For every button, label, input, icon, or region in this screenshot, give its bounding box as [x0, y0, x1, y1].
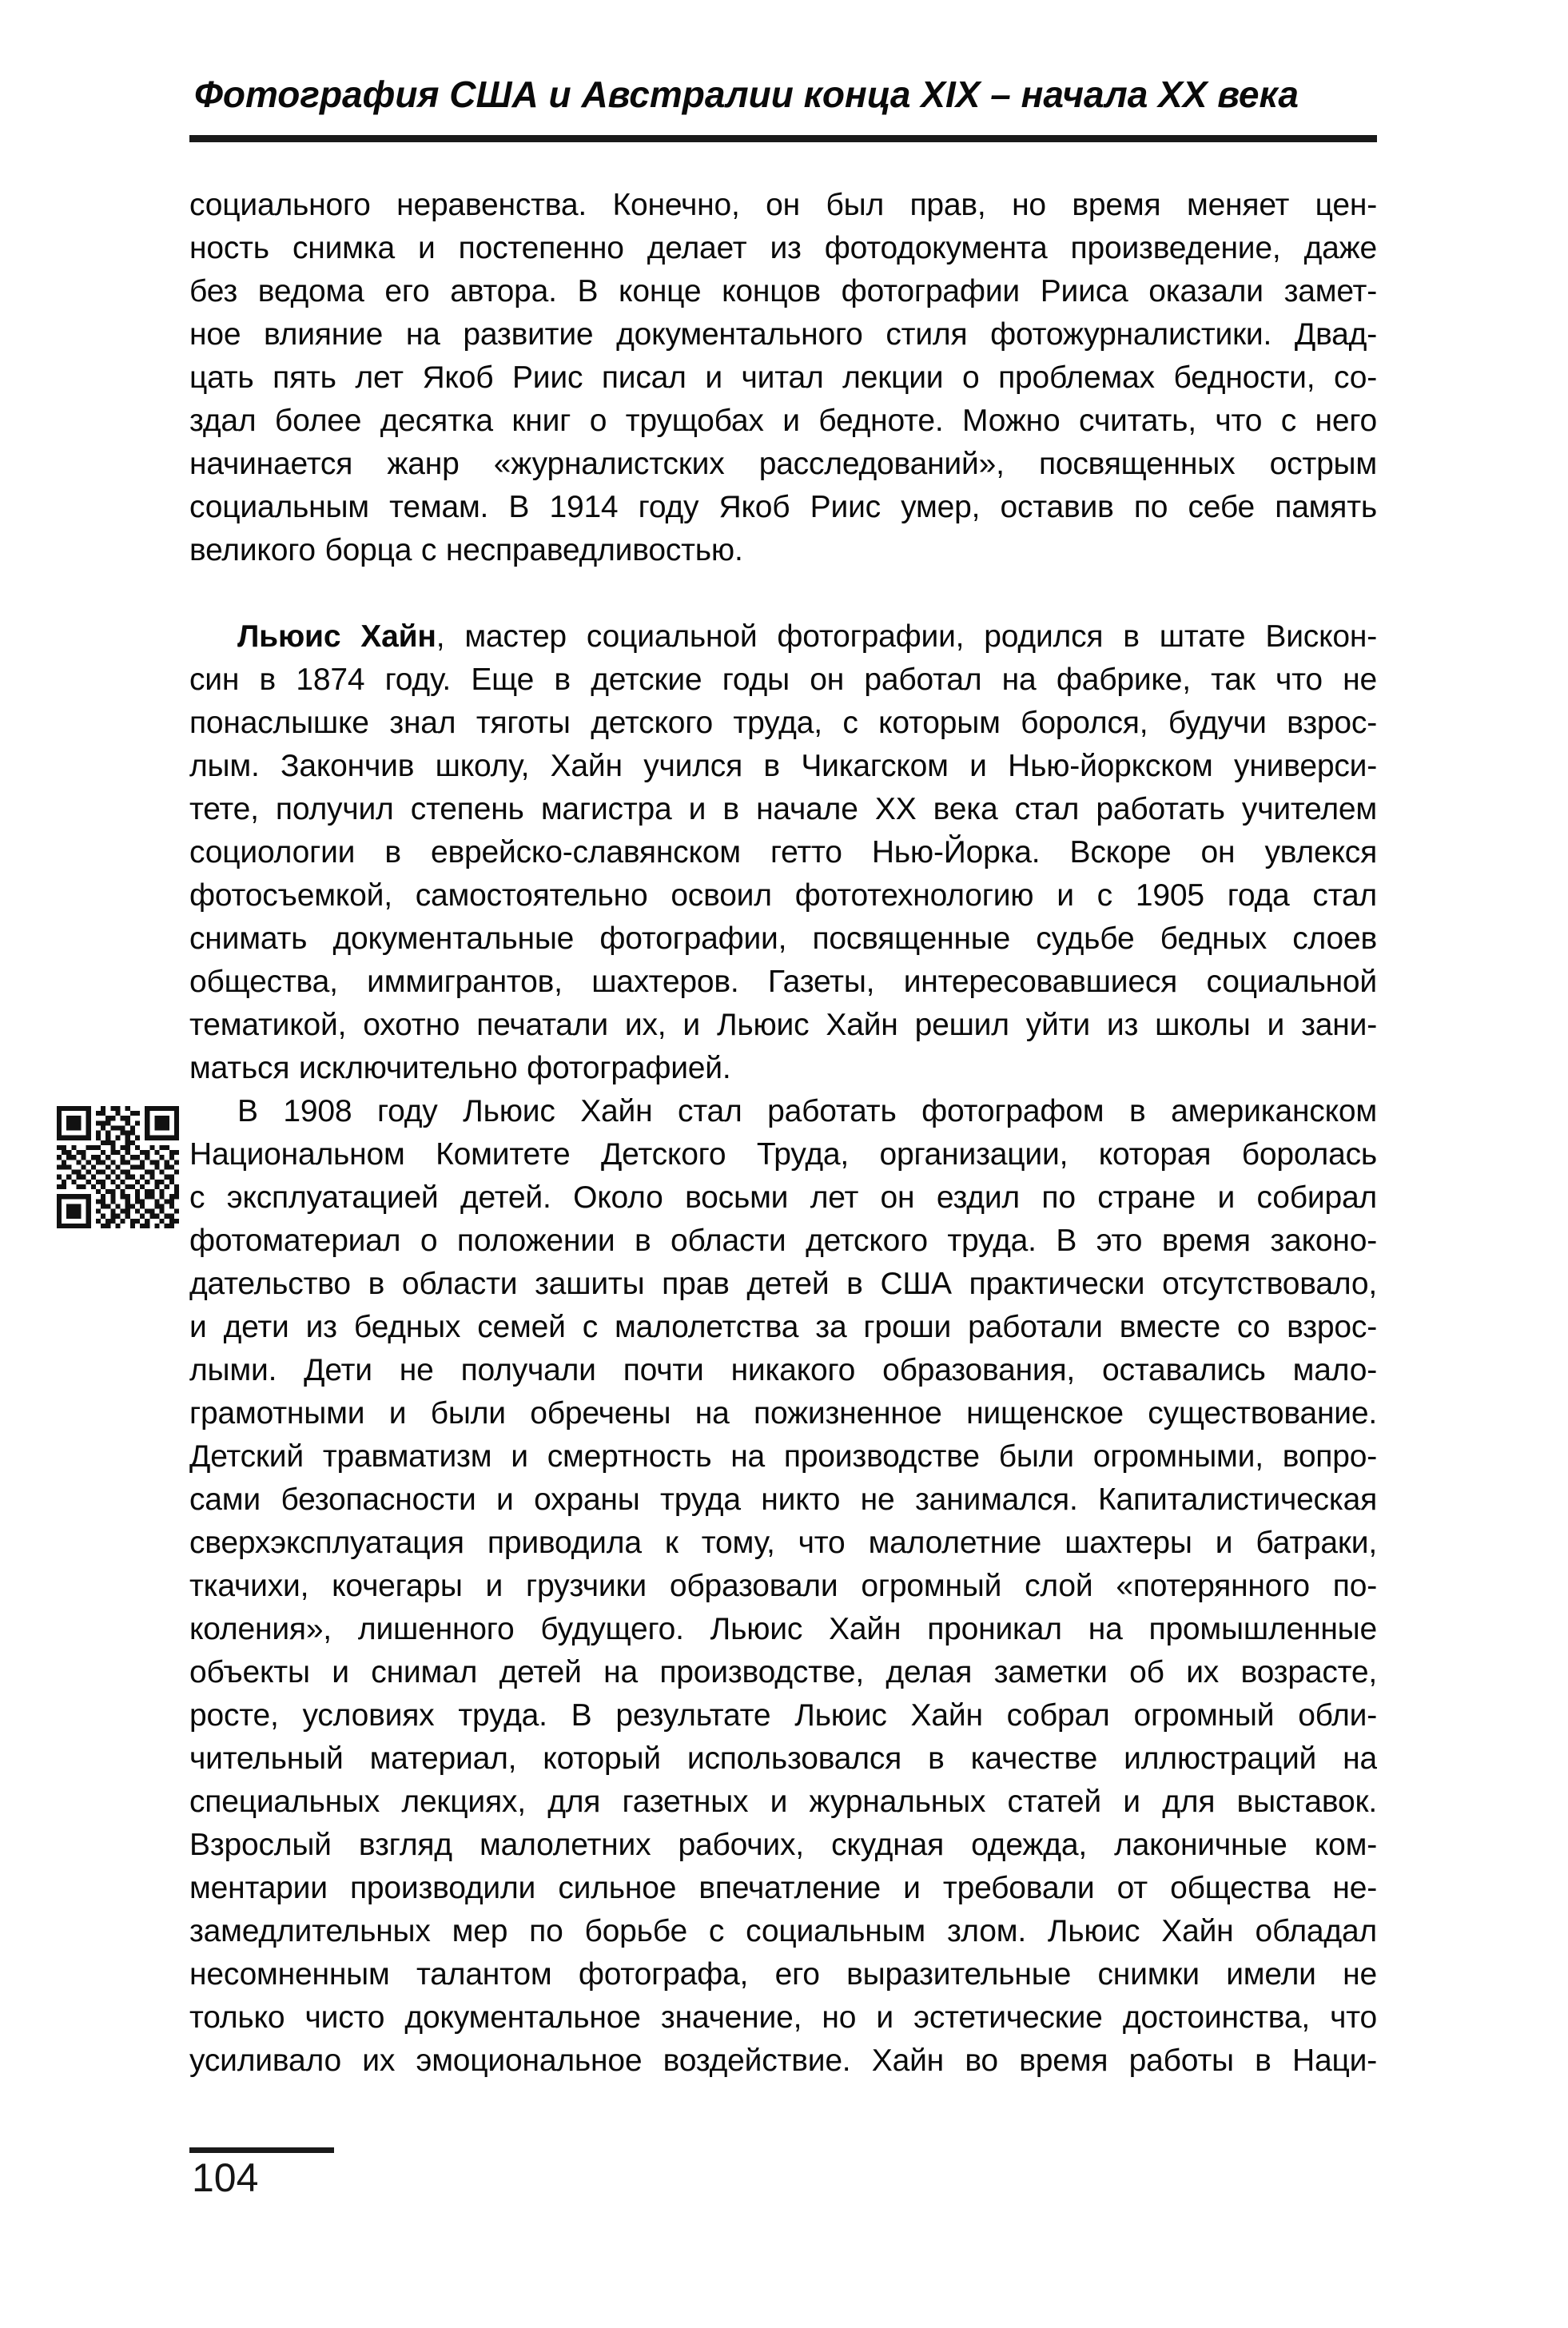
text-line: фотоматериал о положении в области детского труда. В это время законо-: [189, 1224, 1377, 1258]
text-line: сами безопасности и охраны труда никто не занимался. Капиталистическая: [189, 1482, 1377, 1517]
paragraph: [189, 184, 1377, 572]
text-line: В 1908 году Льюис Хайн стал работать фотографом в американском: [237, 1094, 1377, 1128]
text-line: лыми. Дети не получали почти никакого образования, оставались мало-: [189, 1353, 1377, 1387]
qr-code: [57, 1106, 179, 1228]
text-line: Льюис Хайн, мастер социальной фотографии, родился в штате Вискон-: [237, 619, 1377, 654]
text-line: цать пять лет Якоб Риис писал и читал лекции о проблемах бедности, со-: [189, 360, 1377, 395]
text-line: без ведома его автора. В конце концов фотографии Рииса оказали замет-: [189, 274, 1377, 308]
text-line: понаслышке знал тяготы детского труда, с которым боролся, будучи взрос-: [189, 706, 1377, 740]
text-line: несомненным талантом фотографа, его выразительные снимки имели не: [189, 1957, 1377, 1992]
header-rule: [189, 135, 1377, 142]
text-line: росте, условиях труда. В результате Льюис Хайн собрал огромный обли-: [189, 1698, 1377, 1733]
text-line: Национальном Комитете Детского Труда, организации, которая боролась: [189, 1137, 1377, 1172]
paragraph: [189, 1090, 1377, 2083]
text-line: специальных лекциях, для газетных и журнальных статей и для выставок.: [189, 1785, 1377, 1819]
text-line: ткачихи, кочегары и грузчики образовали огромный слой «потерянного по-: [189, 1569, 1377, 1603]
text-line: ментарии производили сильное впечатление и требовали от общества не-: [189, 1871, 1377, 1905]
text-line: ность снимка и постепенно делает из фотодокумента произведение, даже: [189, 231, 1377, 265]
text-line: социологии в еврейско-славянском гетто Нью-Йорка. Вскоре он увлекся: [189, 835, 1377, 870]
body-text: [189, 184, 1377, 2083]
text-line: здал более десятка книг о трущобах и бедноте. Можно считать, что с него: [189, 404, 1377, 438]
text-line: снимать документальные фотографии, посвященные судьбе бедных слоев: [189, 921, 1377, 956]
text-line: чительный материал, который использовался в качестве иллюстраций на: [189, 1741, 1377, 1776]
text-line: объекты и снимал детей на производстве, делая заметки об их возрасте,: [189, 1655, 1377, 1689]
text-line: замедлительных мер по борьбе с социальным злом. Льюис Хайн обладал: [189, 1914, 1377, 1948]
paragraph: [189, 615, 1377, 1090]
text-line: коления», лишенного будущего. Льюис Хайн проникал на промышленные: [189, 1612, 1377, 1646]
text-line: тематикой, охотно печатали их, и Льюис Хайн решил уйти из школы и зани-: [189, 1008, 1377, 1042]
text-line: начинается жанр «журналистских расследований», посвященных острым: [189, 447, 1377, 481]
text-line: социального неравенства. Конечно, он был прав, но время меняет цен-: [189, 188, 1377, 222]
text-line: маться исключительно фотографией.: [189, 1051, 731, 1085]
text-line: Детский травматизм и смертность на производстве были огромными, вопро-: [189, 1439, 1377, 1474]
text-line: общества, иммигрантов, шахтеров. Газеты, интересовавшиеся социальной: [189, 965, 1377, 999]
text-line: тете, получил степень магистра и в начале XX века стал работать учителем: [189, 792, 1377, 826]
text-line: с эксплуатацией детей. Около восьми лет он ездил по стране и собирал: [189, 1180, 1377, 1215]
text-line: сверхэксплуатация приводила к тому, что малолетние шахтеры и батраки,: [189, 1526, 1377, 1560]
footer-rule: [189, 2147, 334, 2153]
text-line: син в 1874 году. Еще в детские годы он работал на фабрике, так что не: [189, 663, 1377, 697]
text-line: и дети из бедных семей с малолетства за гроши работали вместе со взрос-: [189, 1310, 1377, 1344]
text-line: лым. Закончив школу, Хайн учился в Чикагском и Нью-йоркском универси-: [189, 749, 1377, 783]
running-header-title: Фотография США и Австралии конца XIX – начала XX века: [194, 74, 1299, 115]
text-line: фотосъемкой, самостоятельно освоил фототехнологию и с 1905 года стал: [189, 878, 1377, 913]
text-line: только чисто документальное значение, но и эстетические достоинства, что: [189, 2000, 1377, 2035]
text-line: социальным темам. В 1914 году Якоб Риис умер, оставив по себе память: [189, 490, 1377, 524]
text-line: дательство в области зашиты прав детей в США практически отсутствовало,: [189, 1267, 1377, 1301]
text-line: ное влияние на развитие документального стиля фотожурналистики. Двад-: [189, 317, 1377, 352]
text-line: великого борца с несправедливостью.: [189, 533, 743, 567]
text-line: усиливало их эмоциональное воздействие. Хайн во время работы в Наци-: [189, 2043, 1377, 2078]
text-line: грамотными и были обречены на пожизненное нищенское существование.: [189, 1396, 1377, 1431]
text-line: Взрослый взгляд малолетних рабочих, скудная одежда, лаконичные ком-: [189, 1828, 1377, 1862]
page-number: 104: [192, 2155, 259, 2200]
